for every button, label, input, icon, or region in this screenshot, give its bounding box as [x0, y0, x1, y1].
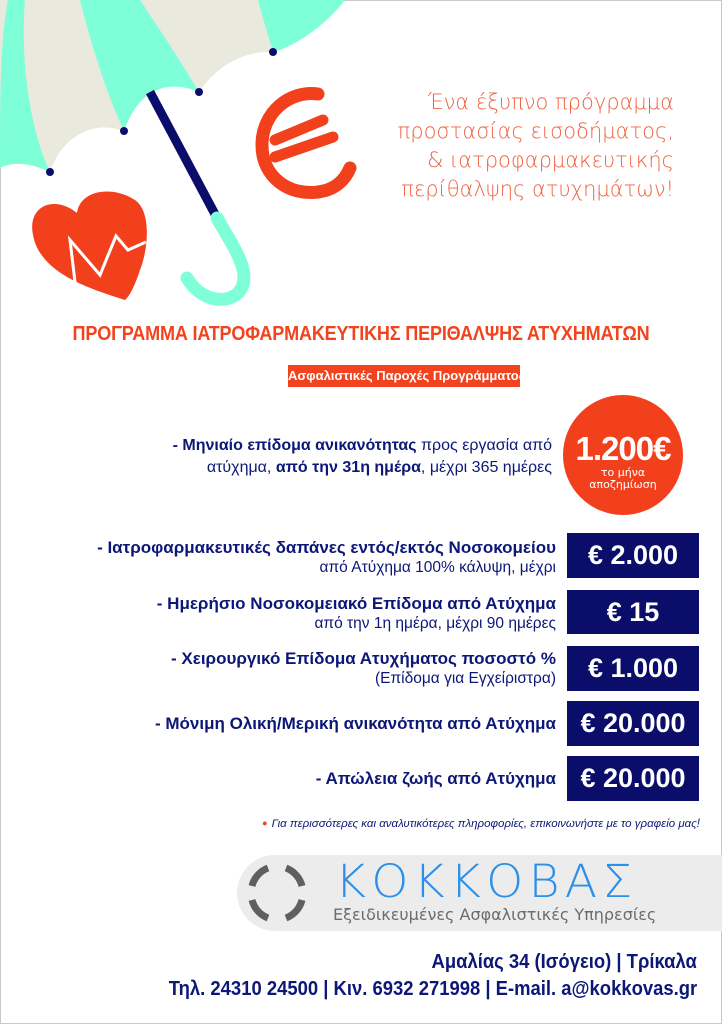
benefit-title: - Μόνιμη Ολική/Μερική ανικανότητα από Ατύχημα — [154, 714, 556, 733]
monthly-allowance-text — [173, 435, 552, 479]
logo-ring-icon — [244, 860, 310, 926]
benefit-detail: από Ατύχημα 100% κάλυψη, μέχρι — [319, 559, 556, 576]
benefit-value: € 15 — [567, 590, 699, 634]
phones-email: Τηλ. 24310 24500 | Κιν. 6932 271998 | E-mail. a@kokkovas.gr — [168, 977, 697, 1000]
monthly-amount-sub: αποζημίωση — [589, 478, 657, 491]
benefits-subtitle: Ασφαλιστικές Παροχές Προγράμματος — [288, 365, 520, 387]
logo-subtitle: Εξειδικευμένες Ασφαλιστικές Υπηρεσίες — [333, 905, 657, 924]
tagline — [344, 88, 674, 204]
benefit-item — [155, 713, 556, 734]
contact-note-text: Για περισσότερες και αναλυτικότερες πληροφορίες, επικοινωνήστε με το γραφείο μας! — [271, 818, 700, 830]
contact-note — [262, 818, 700, 830]
address: Αμαλίας 34 (Ισόγειο) | Τρίκαλα — [431, 950, 697, 973]
tagline-line: Ένα έξυπνο πρόγραμμα — [427, 90, 674, 114]
tagline-line: & ιατροφαρμακευτικής — [427, 148, 674, 172]
benefit-detail: από την 1η ημέρα, μέχρι 90 ημέρες — [314, 615, 556, 632]
benefit-value: € 1.000 — [567, 646, 699, 691]
monthly-amount-sub: το μήνα — [600, 466, 646, 479]
bullet-icon: ● — [262, 818, 268, 828]
monthly-text-1: προς εργασία από — [416, 437, 552, 454]
monthly-bold-1: - Μηνιαίο επίδομα ανικανότητας — [172, 437, 417, 454]
logo-name: ΚΟΚΚΟΒΑΣ — [335, 855, 638, 908]
monthly-amount: 1.200€ — [575, 430, 671, 467]
monthly-amount-badge — [563, 395, 683, 515]
benefit-item — [316, 768, 556, 789]
benefit-value: € 20.000 — [567, 756, 699, 801]
monthly-bold-2: από την 31η ημέρα — [275, 459, 421, 476]
monthly-text-2a: ατύχημα, — [206, 459, 276, 476]
euro-icon — [262, 94, 350, 193]
tagline-line: προστασίας εισοδήματος, — [397, 119, 674, 143]
benefit-detail: (Επίδομα για Εγχείριστρα) — [374, 670, 556, 687]
benefit-item — [97, 537, 556, 577]
benefit-item — [171, 648, 556, 688]
benefit-item — [157, 593, 556, 633]
tagline-line: περίθαλψης ατυχημάτων! — [401, 177, 674, 201]
benefit-value: € 2.000 — [567, 533, 699, 578]
benefit-title: - Ιατροφαρμακευτικές δαπάνες εντός/εκτός Νοσοκομείου — [97, 538, 556, 557]
benefit-title: - Απώλεια ζωής από Ατύχημα — [315, 769, 556, 788]
monthly-text-2b: , μέχρι 365 ημέρες — [420, 459, 552, 476]
program-title: ΠΡΟΓΡΑΜΜΑ ΙΑΤΡΟΦΑΡΜΑΚΕΥΤΙΚΗΣ ΠΕΡΙΘΑΛΨΗΣ ΑΤΥΧΗΜΑΤΩΝ — [72, 322, 650, 345]
benefit-value: € 20.000 — [567, 701, 699, 746]
heart-pulse-icon — [32, 191, 147, 300]
benefit-title: - Χειρουργικό Επίδομα Ατυχήματος ποσοστό % — [171, 649, 556, 668]
benefit-title: - Ημερήσιο Νοσοκομειακό Επίδομα από Ατύχημα — [156, 594, 556, 613]
